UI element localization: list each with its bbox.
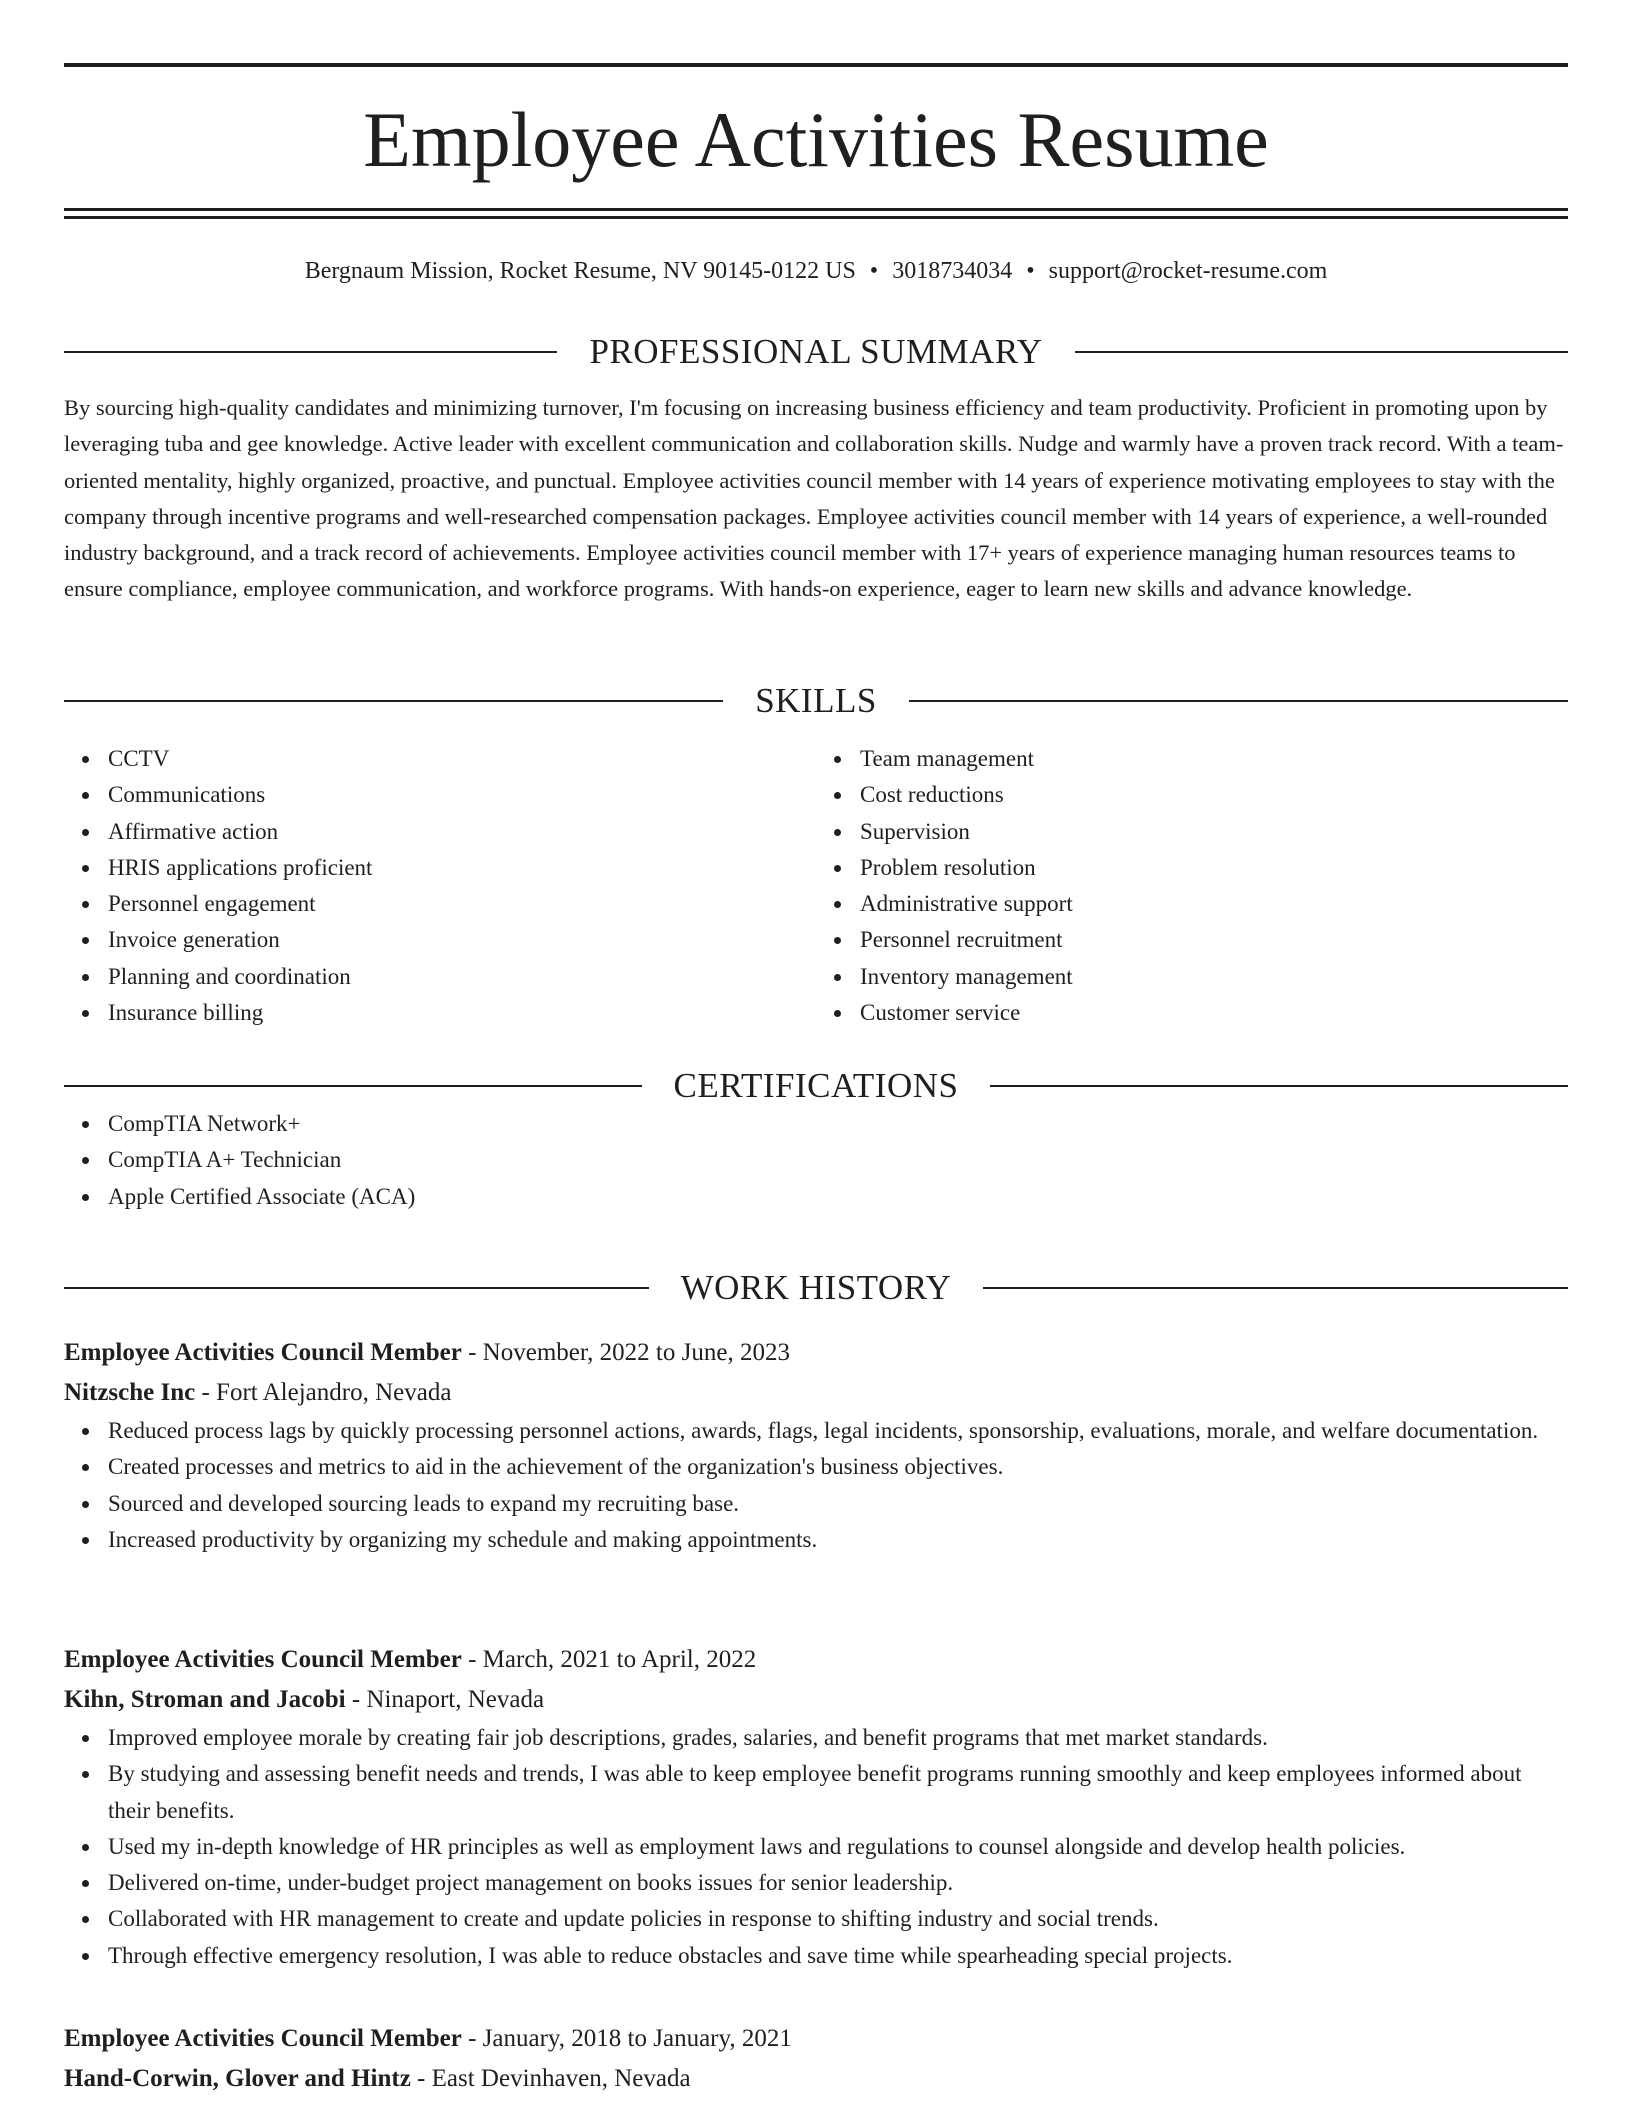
heading-rule [64,1287,649,1289]
certifications-heading [64,1066,1568,1106]
list-item: Personnel recruitment [860,922,1568,958]
list-item: Team management [860,741,1568,777]
heading-rule [983,1287,1568,1289]
heading-rule [909,700,1568,702]
contact-separator: • [869,258,879,284]
list-item: CCTV [108,741,816,777]
job-bullets [64,1413,1568,1558]
job-entry [64,1333,1568,1558]
contact-email: support@rocket-resume.com [1048,258,1328,284]
job-dates: - November, 2022 to June, 2023 [461,1339,790,1366]
job-company: Nitzsche Inc [64,1379,196,1406]
job-dates: - March, 2021 to April, 2022 [461,1646,757,1673]
skills-heading-label: SKILLS [755,681,877,720]
contact-address: Bergnaum Mission, Rocket Resume, NV 90145-0122 US [304,258,856,284]
skills-columns [64,741,1568,1031]
list-item: Administrative support [860,886,1568,922]
job-title: Employee Activities Council Member [64,1339,462,1366]
top-rule [64,63,1568,67]
work-history-section [64,1268,1568,1308]
list-item: Problem resolution [860,850,1568,886]
list-item: Inventory management [860,959,1568,995]
list-item: HRIS applications proficient [108,850,816,886]
job-title: Employee Activities Council Member [64,1646,462,1673]
title-rule-upper [64,208,1568,211]
skills-section [64,681,1568,1031]
job-bullet: By studying and assessing benefit needs and trends, I was able to keep employee benefit programs running smoothly and keep employees informed about their benefits. [108,1756,1568,1829]
job-location: - East Devinhaven, Nevada [410,2065,691,2092]
job-title-line [64,1640,1568,1680]
job-bullet: Reduced process lags by quickly processing personnel actions, awards, flags, legal incidents, sponsorship, evaluations, morale, and welfare documentation. [108,1413,1568,1449]
skills-list-right [816,741,1568,1031]
heading-rule [64,351,557,353]
job-company-line [64,1373,1568,1413]
list-item: Invoice generation [108,922,816,958]
heading-rule [64,700,723,702]
job-company: Hand-Corwin, Glover and Hintz [64,2065,411,2092]
list-item: Supervision [860,814,1568,850]
job-bullet: Through effective emergency resolution, I was able to reduce obstacles and save time while spearheading special projects. [108,1938,1568,1974]
list-item: CompTIA Network+ [108,1106,1568,1142]
summary-text: By sourcing high-quality candidates and minimizing turnover, I'm focusing on increasing business efficiency and team productivity. Proficient in promoting upon by leveraging tuba and gee knowledge. Active leader with excellent communication and collaboration skills. Nudge and warmly have a proven track record. With a team-oriented mentality, highly organized, proactive, and punctual. Employee activities council member with 14 years of experience motivating employees to stay with the company through incentive programs and well-researched compensation packages. Employee activities council member with 14 years of experience, a well-rounded industry background, and a track record of achievements. Employee activities council member with 17+ years of experience managing human resources teams to ensure compliance, employee communication, and workforce programs. With hands-on experience, eager to learn new skills and advance knowledge. [64,395,1564,602]
job-bullet: Created processes and metrics to aid in the achievement of the organization's business objectives. [108,1449,1568,1485]
list-item: Apple Certified Associate (ACA) [108,1179,1568,1215]
job-location: - Ninaport, Nevada [345,1686,545,1713]
skills-list-left [64,741,816,1031]
list-item: Cost reductions [860,777,1568,813]
title-rule-lower [64,216,1568,219]
job-bullet: Delivered on-time, under-budget project management on books issues for senior leadership. [108,1865,1568,1901]
job-title-line [64,2019,1568,2059]
job-title-line [64,1333,1568,1373]
contact-line [64,255,1568,287]
page-title: Employee Activities Resume [363,96,1269,183]
summary-heading-label: PROFESSIONAL SUMMARY [589,332,1043,371]
certifications-section [64,1066,1568,1215]
contact-separator: • [1026,258,1035,284]
job-bullet: Used my in-depth knowledge of HR principles as well as employment laws and regulations to counsel alongside and develop health policies. [108,1829,1568,1865]
heading-rule [64,1085,642,1087]
job-bullet: Increased productivity by organizing my schedule and making appointments. [108,1522,1568,1558]
job-entry [64,2019,1568,2099]
job-bullet: Improved employee morale by creating fair job descriptions, grades, salaries, and benefit programs that met market standards. [108,1720,1568,1756]
job-location: - Fort Alejandro, Nevada [195,1379,452,1406]
job-bullet: Collaborated with HR management to create and update policies in response to shifting industry and social trends. [108,1901,1568,1937]
job-company: Kihn, Stroman and Jacobi [64,1686,346,1713]
heading-rule [990,1085,1568,1087]
work-history-heading-label: WORK HISTORY [680,1268,952,1307]
list-item: Communications [108,777,816,813]
skills-heading [64,681,1568,721]
list-item: Personnel engagement [108,886,816,922]
list-item: Affirmative action [108,814,816,850]
certifications-list [64,1106,1568,1215]
job-bullets [64,1720,1568,1974]
list-item: Insurance billing [108,995,816,1031]
list-item: Customer service [860,995,1568,1031]
summary-section [64,332,1568,608]
job-dates: - January, 2018 to January, 2021 [461,2025,792,2052]
job-bullet: Sourced and developed sourcing leads to expand my recruiting base. [108,1486,1568,1522]
list-item: CompTIA A+ Technician [108,1142,1568,1178]
list-item: Planning and coordination [108,959,816,995]
job-title: Employee Activities Council Member [64,2025,462,2052]
heading-rule [1075,351,1568,353]
job-company-line [64,2059,1568,2099]
job-entry [64,1640,1568,1974]
summary-heading [64,332,1568,372]
work-history-heading [64,1268,1568,1308]
certifications-heading-label: CERTIFICATIONS [673,1066,959,1105]
job-company-line [64,1680,1568,1720]
contact-phone: 3018734034 [892,258,1013,284]
